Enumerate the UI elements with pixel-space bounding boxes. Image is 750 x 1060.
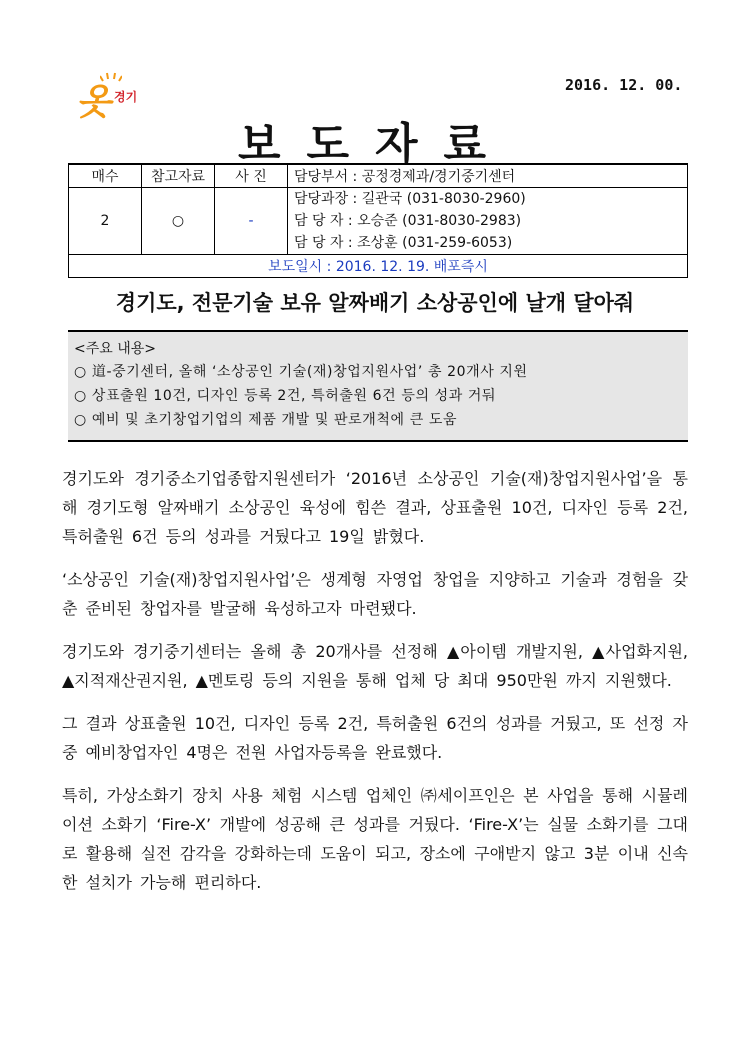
contact-line: 담 당 자 : 오승준 (031-8030-2983) [294,213,522,229]
paragraph: 특히, 가상소화기 장치 사용 체험 시스템 업체인 ㈜세이프인은 본 사업을 통해 시뮬레이션 소화기 ‘Fire-X’ 개발에 성공해 큰 성과를 거뒀다. ‘Fire-X’는 실물 소화기를 그대로 활용해 실전 감각을 강화하는데 도움이 되고, 장소에 구애받지 않고 3분 이내 신속한 설치가 가능해 편리하다. [62,786,688,892]
release-time: 보도일시 : 2016. 12. 19. 배포즉시 [69,255,688,278]
department-cell: 담당부서 : 공정경제과/경기중기센터 [288,164,688,188]
article-body [62,464,688,911]
contacts-cell [288,188,688,255]
paragraph: 경기도와 경기중기센터는 올해 총 20개사를 선정해 ▲아이템 개발지원, ▲사업화지원, ▲지적재산권지원, ▲멘토링 등의 지원을 통해 업체 당 최대 950만원 까지 지원했다. [62,642,688,690]
summary-item: ○ 道-중기센터, 올해 ‘소상공인 기술(재)창업지원사업’ 총 20개사 지원 [74,364,528,380]
contact-line: 담 당 자 : 조상훈 (031-259-6053) [294,235,513,251]
headline: 경기도, 전문기술 보유 알짜배기 소상공인에 날개 달아줘 [115,291,635,315]
logo-mark: 옷 [76,81,111,123]
logo-label: 경기 [114,90,138,104]
header-cell-reference: 참고자료 [142,164,215,188]
paragraph: 그 결과 상표출원 10건, 디자인 등록 2건, 특허출원 6건의 성과를 거뒀고, 또 선정 자 중 예비창업자인 4명은 전원 사업자등록을 완료했다. [62,714,688,762]
header-cell-pages: 매수 [69,164,142,188]
value-cell-reference: ○ [142,188,215,255]
contact-line: 담당과장 : 길관국 (031-8030-2960) [294,191,526,207]
release-date: 2016. 12. 00. [565,76,683,94]
paragraph: 경기도와 경기중소기업종합지원센터가 ‘2016년 소상공인 기술(재)창업지원사업’을 통해 경기도형 알짜배기 소상공인 육성에 힘쓴 결과, 상표출원 10건, 디자인 등록 2건, 특허출원 6건 등의 성과를 거뒀다고 19일 밝혔다. [62,469,688,546]
value-cell-pages: 2 [69,188,142,255]
summary-heading: <주요 내용> [74,341,157,357]
page-title: 보도자료 [237,119,512,170]
info-table [68,163,688,278]
header-cell-photo: 사 진 [215,164,288,188]
value-cell-photo: - [215,188,288,255]
summary-item: ○ 상표출원 10건, 디자인 등록 2건, 특허출원 6건 등의 성과 거둬 [74,388,497,404]
paragraph: ‘소상공인 기술(재)창업지원사업’은 생계형 자영업 창업을 지양하고 기술과 경험을 갖춘 준비된 창업자를 발굴해 육성하고자 마련됐다. [62,570,688,618]
summary-item: ○ 예비 및 초기창업기업의 제품 개발 및 판로개척에 큰 도움 [74,412,458,428]
summary-box [68,330,688,442]
